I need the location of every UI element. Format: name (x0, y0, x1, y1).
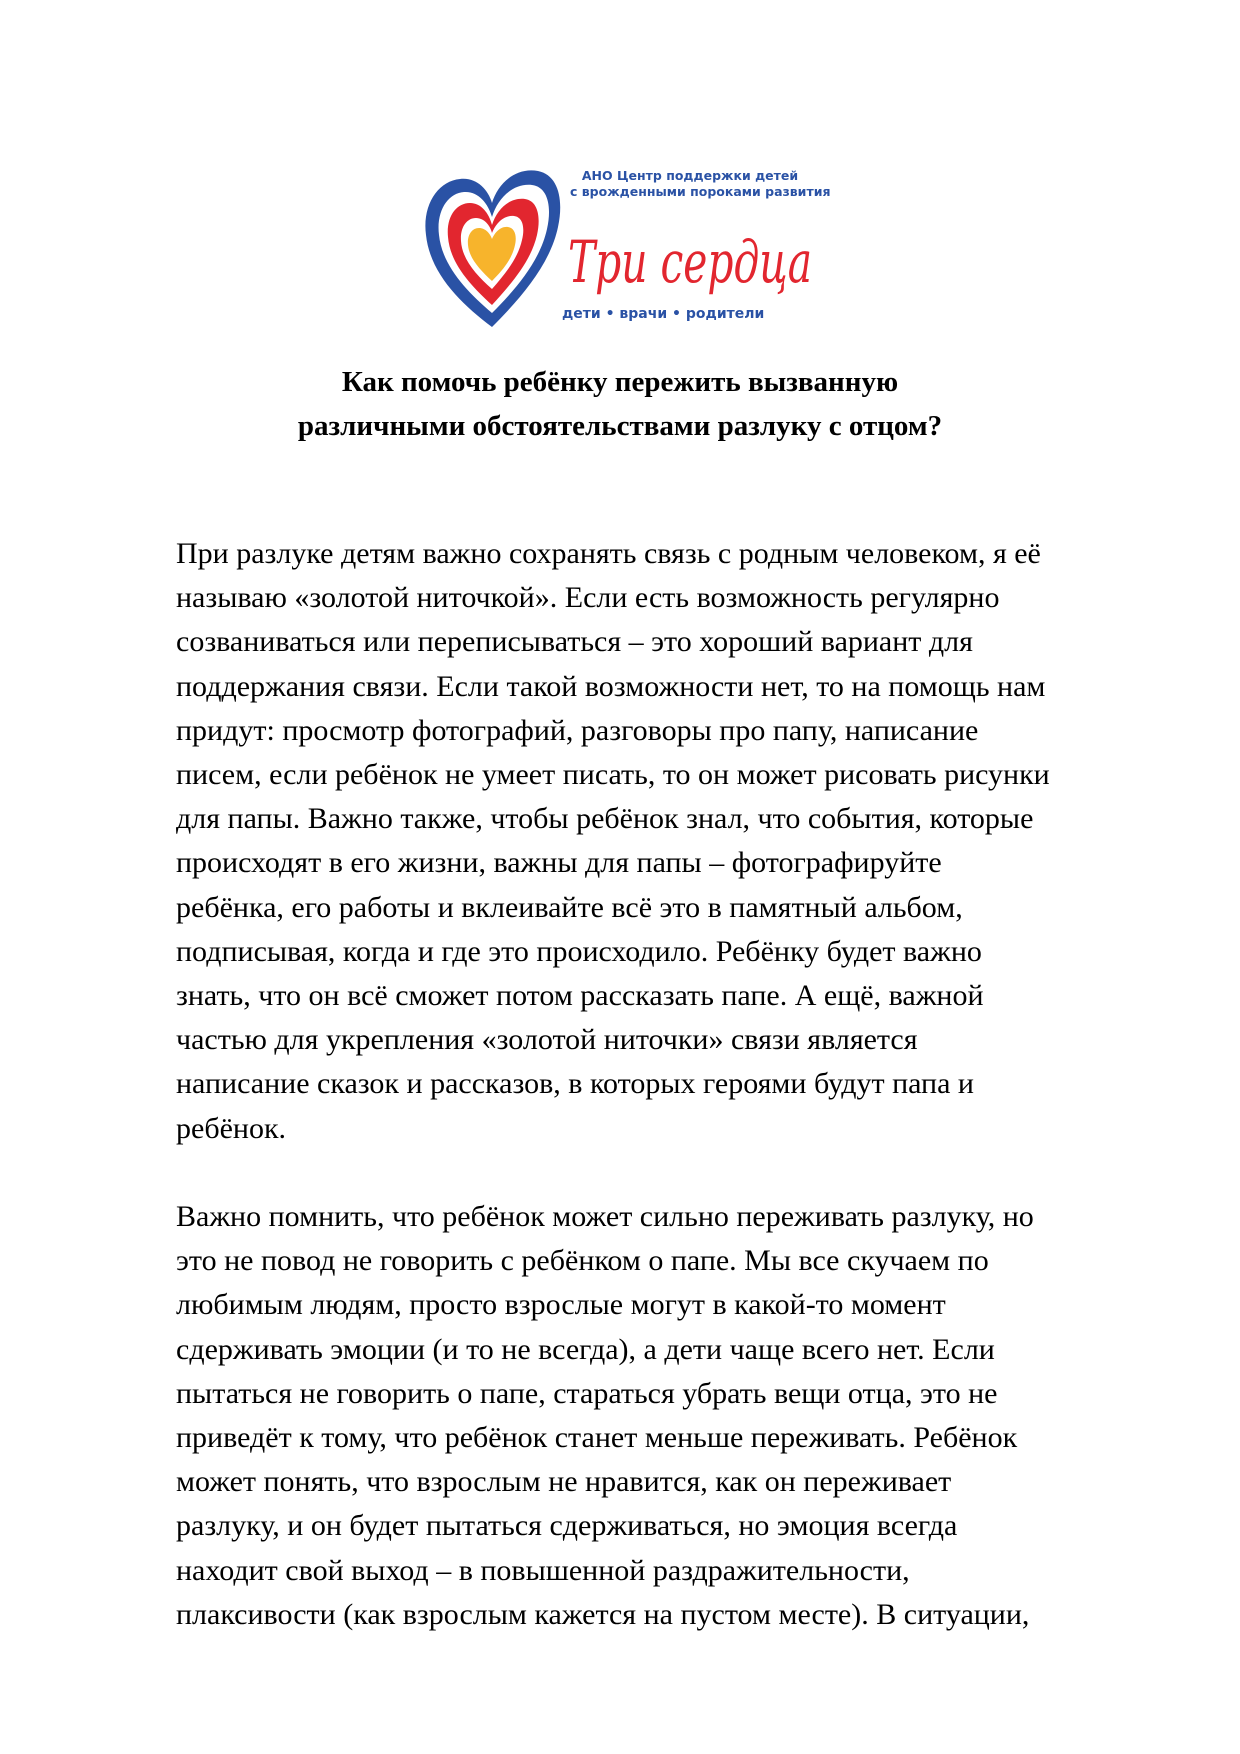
text-line: знать, что он всё сможет потом рассказать папе. А ещё, важной (176, 979, 984, 1013)
three-hearts-logo-icon (420, 165, 565, 335)
text-line: поддержания связи. Если такой возможности нет, то на помощь нам (176, 669, 1046, 703)
paragraph-2 (176, 1195, 1176, 1637)
paragraph-1 (176, 532, 1176, 1151)
text-line: ребёнка, его работы и вклеивайте всё это в памятный альбом, (176, 890, 963, 924)
text-line: называю «золотой ниточкой». Если есть возможность регулярно (176, 581, 1000, 615)
text-line: написание сказок и рассказов, в которых героями будут папа и (176, 1067, 974, 1101)
text-line: созваниваться или переписываться – это хороший вариант для (176, 625, 973, 659)
text-line: для папы. Важно также, чтобы ребёнок знал, что события, которые (176, 802, 1034, 836)
brand-wordmark (560, 216, 820, 306)
text-line: это не повод не говорить с ребёнком о папе. Мы все скучаем по (176, 1244, 989, 1278)
text-line: происходят в его жизни, важны для папы – фотографируйте (176, 846, 942, 880)
organization-name-line-2: с врожденными пороками развития (570, 184, 831, 199)
text-line: частью для укрепления «золотой ниточки» связи является (176, 1023, 918, 1057)
organization-name-line-1: АНО Центр поддержки детей (581, 168, 799, 183)
text-line: пытаться не говорить о папе, стараться убрать вещи отца, это не (176, 1376, 998, 1410)
text-line: приведёт к тому, что ребёнок станет меньше переживать. Ребёнок (176, 1421, 1018, 1455)
text-line: Важно помнить, что ребёнок может сильно переживать разлуку, но (176, 1200, 1034, 1234)
organization-name (570, 168, 831, 200)
text-line: При разлуке детям важно сохранять связь с родным человеком, я её (176, 537, 1041, 570)
text-line: подписывая, когда и где это происходило. Ребёнку будет важно (176, 934, 982, 968)
text-line: писем, если ребёнок не умеет писать, то он может рисовать рисунки (176, 758, 1050, 792)
text-line: может понять, что взрослым не нравится, как он переживает (176, 1465, 952, 1499)
brand-wordmark-text: Три сердца (568, 228, 812, 296)
text-line: сдерживать эмоции (и то не всегда), а дети чаще всего нет. Если (176, 1332, 995, 1366)
text-line: ребёнок. (176, 1111, 287, 1145)
brand-tagline: дети • врачи • родители (562, 306, 765, 322)
document-title-line-1: Как помочь ребёнку пережить вызванную (341, 366, 899, 398)
organization-logo (420, 160, 831, 335)
text-line: находит свой выход – в повышенной раздражительности, (176, 1553, 910, 1587)
text-line: придут: просмотр фотографий, разговоры про папу, написание (176, 713, 979, 747)
text-line: плаксивости (как взрослым кажется на пустом месте). В ситуации, (176, 1597, 1030, 1631)
text-line: любимым людям, просто взрослые могут в какой-то момент (176, 1288, 946, 1322)
document-title-line-2: различными обстоятельствами разлуку с отцом? (297, 410, 943, 442)
document-body (176, 532, 1176, 1681)
text-line: разлуку, и он будет пытаться сдерживаться, но эмоция всегда (176, 1509, 958, 1543)
document-title (0, 360, 1240, 448)
